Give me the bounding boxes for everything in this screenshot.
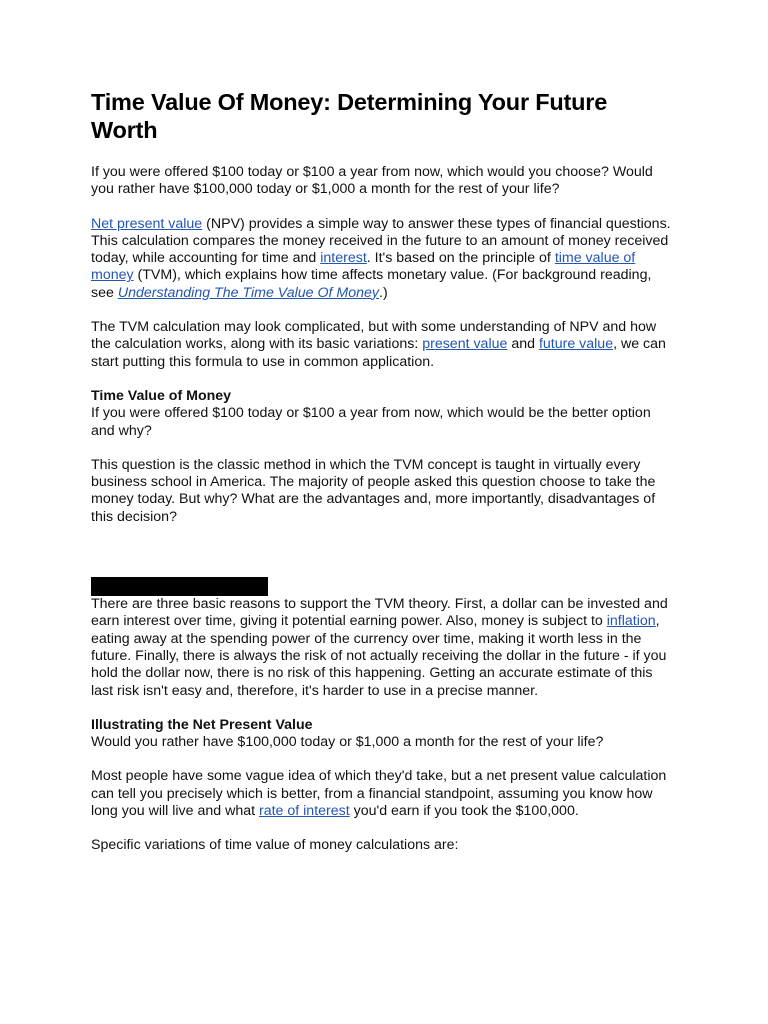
tvm-classic-paragraph: This question is the classic method in which the TVM concept is taught in virtually every business school in America. The majority of people asked this question choose to take the money today. But why? What are the advantages and, more importantly, disadvantages of this decision?	[91, 456, 656, 525]
tvm-question-paragraph	[91, 388, 672, 440]
time-value-of-money-link[interactable]: time value of money	[91, 250, 636, 284]
tvm-reasons-paragraph	[91, 596, 672, 700]
present-value-link[interactable]: present value	[422, 336, 508, 353]
text-run: Most people have some vague idea of which they'd take, but a net present value calculation can tell you precisely which is better, from a financial standpoint, assuming you know how long you will live and what	[91, 768, 667, 820]
text-run: The TVM calculation may look complicated, but with some understanding of NPV and how the calculation works, along with its basic variations:	[91, 319, 657, 353]
npv-question-text: Would you rather have $100,000 today or $1,000 a month for the rest of your life?	[91, 734, 604, 751]
text-run: (NPV) provides a simple way to answer these types of financial questions. This calculation compares the money received in the future to an amount of money received today, while accounting for time and	[91, 215, 671, 267]
section-heading-illustrating-npv: Illustrating the Net Present Value	[91, 716, 313, 733]
rate-of-interest-link[interactable]: rate of interest	[258, 803, 350, 820]
understanding-the-time-value-of-money-link[interactable]: Understanding The Time Value Of Money	[117, 284, 379, 301]
tvm-question-text: If you were offered $100 today or $100 a year from now, which would be the better option and why?	[91, 405, 651, 439]
text-run: , eating away at the spending power of the currency over time, making it worth less in the future. Finally, there is always the risk of not actually receiving the dollar in the future - if you hold the dollar now, there is no risk of this happening. Getting an accurate estimate of this last risk isn't easy and, therefore, it's harder to use in a precise manner.	[91, 613, 667, 699]
npv-paragraph	[91, 216, 672, 302]
document-title: Time Value Of Money: Determining Your Future Worth	[91, 89, 608, 143]
future-value-link[interactable]: future value	[538, 336, 614, 353]
text-run: you'd earn if you took the $100,000.	[349, 803, 579, 820]
text-run: and	[507, 336, 539, 353]
inflation-link[interactable]: inflation	[606, 613, 656, 630]
text-run: , we can start putting this formula to use in common application.	[91, 336, 666, 370]
tvm-calculation-paragraph	[91, 319, 672, 371]
npv-question-paragraph	[91, 717, 672, 752]
text-run: . It's based on the principle of	[366, 250, 555, 267]
net-present-value-link[interactable]: Net present value	[91, 215, 203, 232]
text-run: There are three basic reasons to support the TVM theory. First, a dollar can be invested and earn interest over time, giving it potential earning power. Also, money is subject to	[91, 596, 668, 630]
redaction-bar	[91, 577, 268, 596]
npv-explanation-paragraph	[91, 768, 672, 820]
section-heading-time-value: Time Value of Money	[91, 387, 232, 404]
text-run: .)	[379, 284, 388, 301]
closing-paragraph: Specific variations of time value of money calculations are:	[91, 837, 459, 854]
interest-link[interactable]: interest	[320, 250, 367, 267]
text-run: (TVM), which explains how time affects monetary value. (For background reading, see	[91, 267, 652, 301]
intro-paragraph: If you were offered $100 today or $100 a year from now, which would you choose? Would you rather have $100,000 today or $1,000 a month for the rest of your life?	[91, 164, 653, 198]
